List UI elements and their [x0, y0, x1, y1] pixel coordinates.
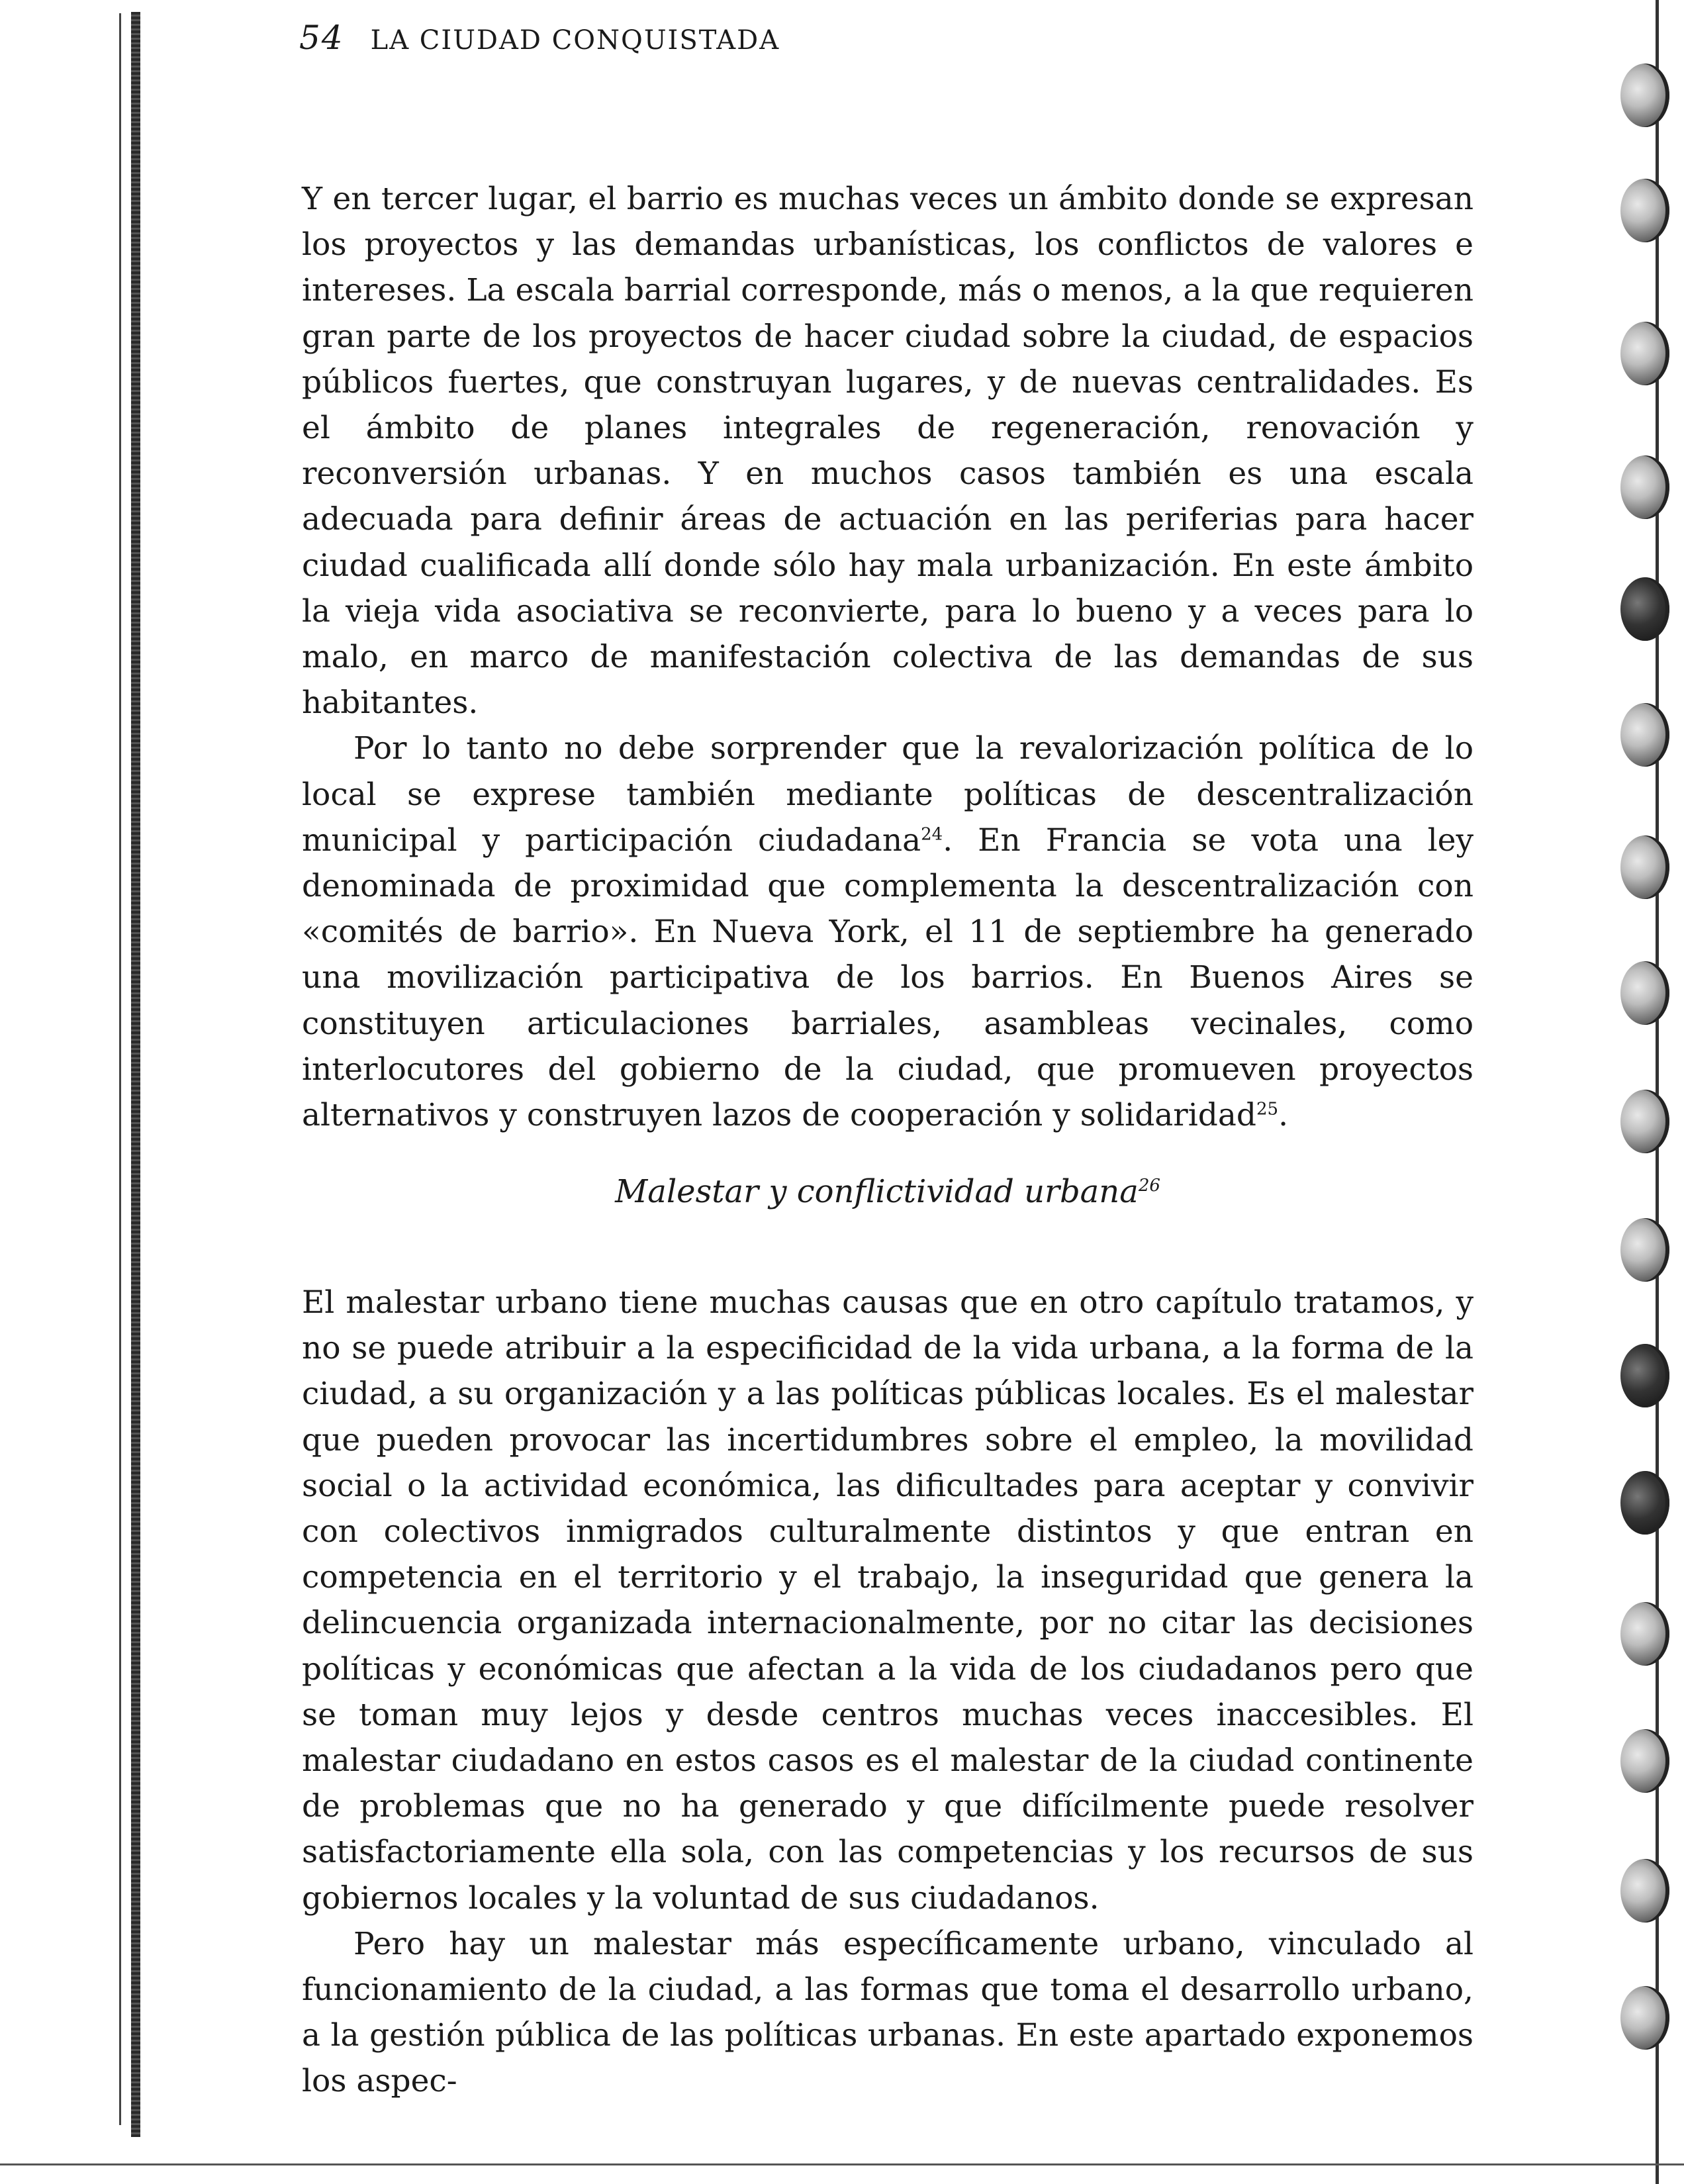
spiral-ring-icon: [1620, 577, 1669, 641]
spiral-ring-icon: [1620, 1986, 1669, 2050]
paragraph: Pero hay un malestar más específicamente urbano, vinculado al funcionamiento de la ciudad, a las formas que toma el desarrollo urbano, a la gestión pública de las políticas urbanas. En este apartado exponemos los aspec-: [302, 1925, 1474, 2100]
paragraph-text: .: [1278, 1097, 1289, 1134]
paragraph: Y en tercer lugar, el barrio es muchas veces un ámbito donde se expresan los proyectos y las demandas urbanísticas, los conflictos de valores e intereses. La escala barrial corresponde, más o menos, a la que requieren gran parte de los proyectos de hacer ciudad sobre la ciudad, de espacios públicos fuertes, que construyan lugares, y de nuevas centralidades. Es el ámbito de planes integrales de regeneración, renovación y reconversión urbanas. Y en muchos casos también es una escala adecuada para definir áreas de actuación en las periferias para hacer ciudad cualificada allí donde sólo hay mala urbanización. En este ámbito la vieja vida asociativa se reconvierte, para lo bueno y a veces para lo malo, en marco de manifestación colectiva de las demandas de sus habitantes.: [302, 181, 1474, 722]
spiral-ring-icon: [1620, 1602, 1669, 1666]
scan-binding-edge: [119, 13, 121, 2125]
spiral-ring-icon: [1620, 1729, 1669, 1793]
paragraph: [302, 726, 1474, 1138]
spiral-ring-icon: [1620, 322, 1669, 385]
body-text-lower: [302, 1280, 1474, 2105]
footnote-ref: 24: [921, 824, 943, 845]
paragraph: El malestar urbano tiene muchas causas que en otro capítulo tratamos, y no se puede atribuir a la especificidad de la vida urbana, a la forma de la ciudad, a su organización y a las políticas públicas locales. Es el malestar que pueden provocar las incertidumbres sobre el empleo, la movilidad social o la actividad económica, las dificultades para aceptar y convivir con colectivos inmigrados culturalmente distintos y que entran en competencia en el territorio y el trabajo, la inseguridad que genera la delincuencia organizada internacionalmente, por no citar las decisiones políticas y económicas que afectan a la vida de los ciudadanos pero que se toman muy lejos y desde centros muchas veces inaccesibles. El malestar ciudadano en estos casos es el malestar de la ciudad continente de problemas que no ha generado y que difícilmente puede resolver satisfactoriamente ella sola, con las competencias y los recursos de sus gobiernos locales y la voluntad de sus ciudadanos.: [302, 1284, 1474, 1917]
footnote-ref: 26: [1138, 1176, 1160, 1196]
spiral-ring-icon: [1620, 455, 1669, 519]
paragraph-text: . En Francia se vota una ley denominada de proximidad que complementa la descentralización con «comités de barrio». En Nueva York, el 11 de septiembre ha generado una movilización participativa de los barrios. En Buenos Aires se constituyen articulaciones barriales, asambleas vecinales, como interlocutores del gobierno de la ciudad, que promueven proyectos alternativos y construyen lazos de cooperación y solidaridad: [302, 822, 1474, 1134]
section-heading-text: Malestar y conflictividad urbana: [615, 1173, 1139, 1210]
body-text-upper: [302, 176, 1474, 1138]
running-title: LA CIUDAD CONQUISTADA: [370, 25, 780, 56]
spiral-ring-icon: [1620, 64, 1669, 127]
footnote-ref: 25: [1256, 1099, 1279, 1119]
paragraph-text: Por lo tanto no debe sorprender que la revalorización política de lo local se exprese también mediante políticas de descentralización municipal y participación ciudadana: [302, 730, 1474, 859]
spiral-ring-icon: [1620, 1471, 1669, 1535]
running-head: [299, 19, 780, 57]
spiral-ring-icon: [1620, 703, 1669, 767]
spiral-ring-icon: [1620, 1859, 1669, 1923]
spiral-ring-icon: [1620, 961, 1669, 1025]
page-number: 54: [299, 19, 344, 57]
section-heading: [302, 1173, 1474, 1210]
scan-bottom-edge: [0, 2163, 1684, 2165]
spiral-ring-icon: [1620, 835, 1669, 899]
spiral-ring-icon: [1620, 1218, 1669, 1282]
spiral-ring-icon: [1620, 1344, 1669, 1407]
spiral-ring-icon: [1620, 179, 1669, 242]
spiral-ring-icon: [1620, 1090, 1669, 1153]
scan-left-border: [131, 12, 140, 2137]
